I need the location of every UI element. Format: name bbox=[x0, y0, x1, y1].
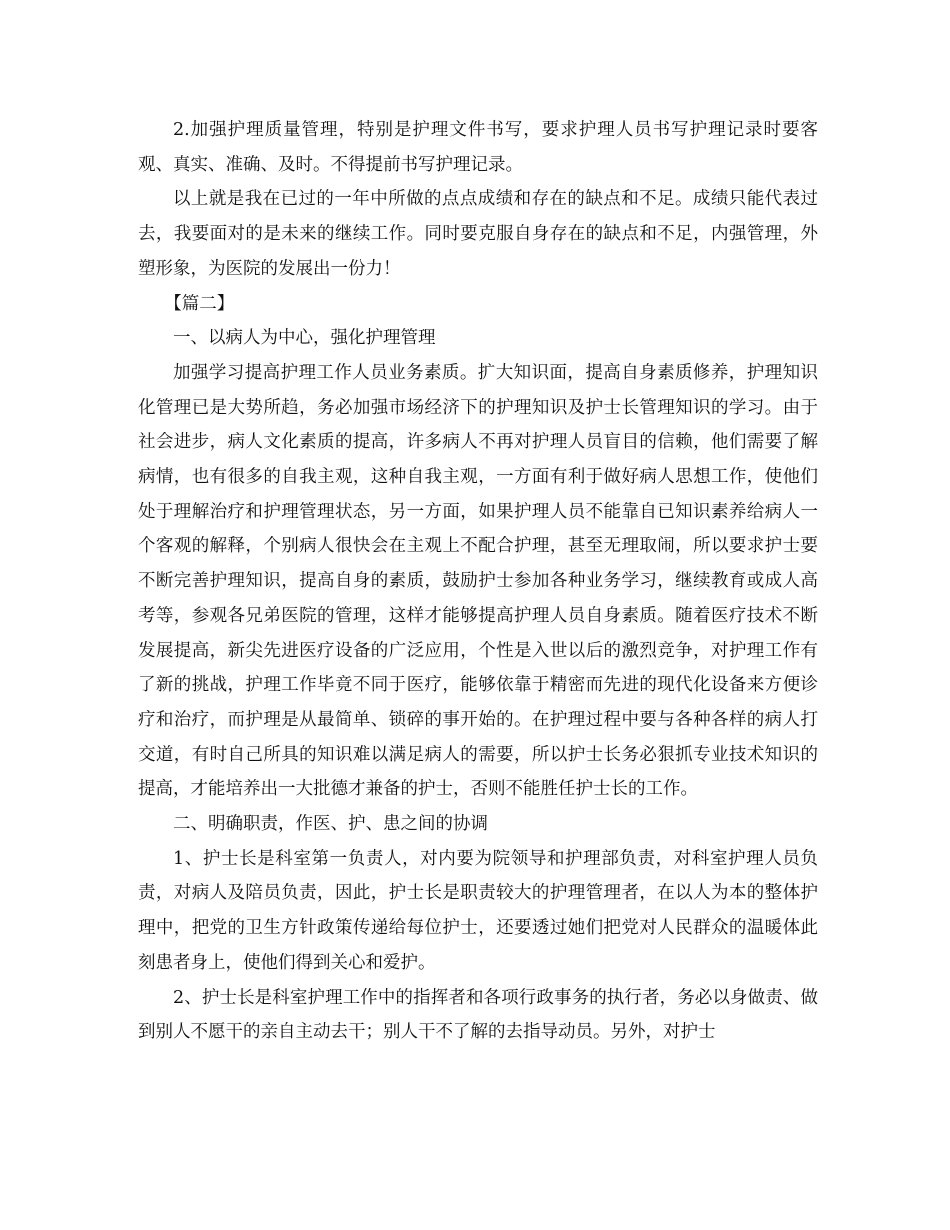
paragraph-summary: 以上就是我在已过的一年中所做的点点成绩和存在的缺点和不足。成绩只能代表过去，我要面对的是未来的继续工作。同时要克服自身存在的缺点和不足，内强管理，外塑形象，为医院的发展出一份力！ bbox=[138, 189, 818, 279]
paragraph-quality-management: 2.加强护理质量管理，特别是护理文件书写，要求护理人员书写护理记录时要客观、真实、准确、及时。不得提前书写护理记录。 bbox=[138, 120, 818, 175]
paragraph-head-nurse-role-2: 2、护士长是科室护理工作中的指挥者和各项行政事务的执行者，务必以身做责、做到别人不愿干的亲自主动去干；别人干不了解的去指导动员。另外，对护士 bbox=[138, 987, 818, 1043]
paragraph-head-nurse-role-1: 1、护士长是科室第一负责人，对内要为院领导和护理部负责，对科室护理人员负责，对病人及陪员负责，因此，护士长是职责较大的护理管理者，在以人为本的整体护理中，把党的卫生方针政策传递给每位护士，还要透过她们把党对人民群众的温暖体此刻患者身上，使他们得到关心和爱护。 bbox=[138, 848, 818, 973]
section-heading: 【篇二】 bbox=[164, 293, 235, 314]
subheading-responsibilities: 二、明确职责，作医、护、患之间的协调 bbox=[173, 814, 488, 835]
paragraph-learning: 加强学习提高护理工作人员业务素质。扩大知识面，提高自身素质修养，护理知识化管理已是大势所趋，务必加强市场经济下的护理知识及护士长管理知识的学习。由于社会进步，病人文化素质的提高，许多病人不再对护理人员盲目的信赖，他们需要了解病情，也有很多的自我主观，这种自我主观，一方面有利于做好病人思想工作，使他们处于理解治疗和护理管理状态，另一方面，如果护理人员不能靠自已知识素养给病人一个客观的解释，个别病人很快会在主观上不配合护理，甚至无理取闹，所以要求护士要不断完善护理知识，提高自身的素质，鼓励护士参加各种业务学习，继续教育或成人高考等，参观各兄弟医院的管理，这样才能够提高护理人员自身素质。随着医疗技术不断发展提高，新尖先进医疗设备的广泛应用，个性是入世以后的激烈竞争，对护理工作有了新的挑战，护理工作毕竟不同于医疗，能够依靠于精密而先进的现代化设备来方便诊疗和治疗，而护理是从最简单、锁碎的事开始的。在护理过程中要与各种各样的病人打交道，有时自己所具的知识难以满足病人的需要，所以护士长务必狠抓专业技术知识的提高，才能培养出一大批德才兼备的护士，否则不能胜任护士长的工作。 bbox=[138, 362, 818, 800]
subheading-patient-centered: 一、以病人为中心，强化护理管理 bbox=[173, 328, 436, 349]
document-page bbox=[138, 113, 818, 1050]
